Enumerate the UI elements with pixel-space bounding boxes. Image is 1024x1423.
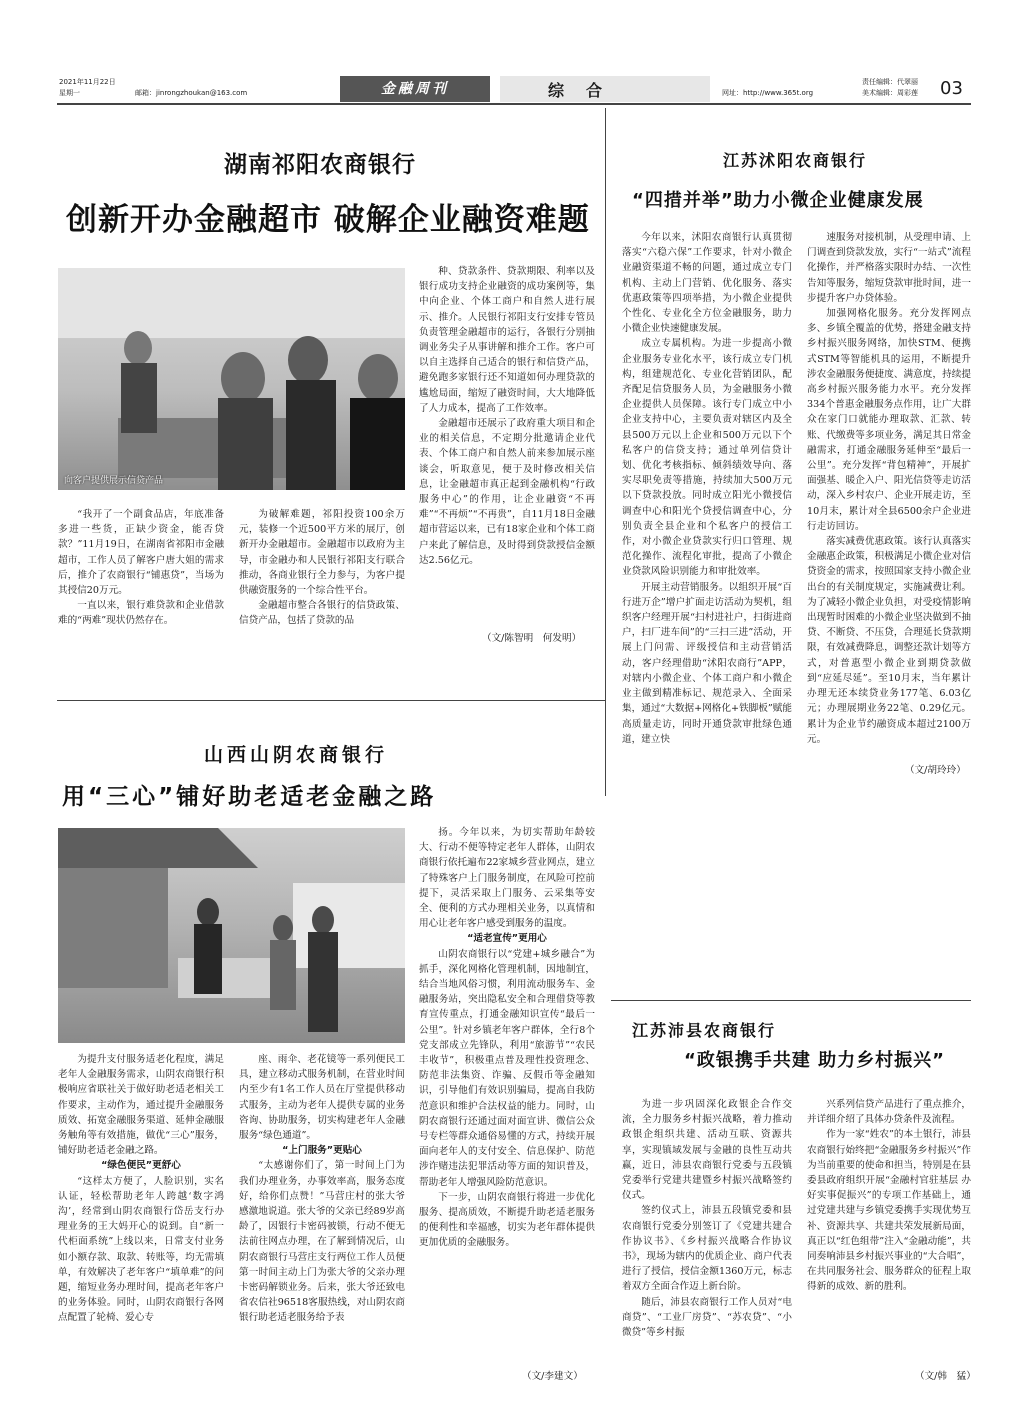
article1-photo (58, 268, 405, 490)
paragraph: 加强网格化服务。充分发挥网点多、乡镇全覆盖的优势，搭建金融支持乡村振兴服务网络，加快STM、便携式STM等智能机具的运用，不断提升涉农金融服务便捷度、满意度，持续提高乡村振兴服务能力水平。充分发挥334个普惠金融服务点作用，让广大群众在家门口就能办理取款、汇款、转账、代缴费等多项业务，满足其日常金融需求，打通金融服务延伸至“最后一公里”。充分发挥“背包精神”，开展扩面强基、暖企入户、阳光信贷等走访活动，深入乡村农户、企业开展走访，至10月末，累计对全县6500余户企业进行走访回访。 (807, 308, 971, 532)
section-divider-left (57, 700, 605, 701)
header-rule (57, 103, 971, 105)
paragraph: 座、雨伞、老花镜等一系列便民工具，建立移动式服务机制，在营业时间内至少有1名工作人员在厅堂提供移动式服务，主动为老年人提供专属的业务咨询、协助服务，切实构建老年人金融服务“绿色通道”。 (239, 1054, 405, 1142)
paragraph: 今年以来，沭阳农商银行认真贯彻落实“六稳六保”工作要求，针对小微企业融资渠道不畅的问题，通过成立专门机构、主动上门营销、优化服务、落实优惠政策等四项举措，为小微企业提供个性化、专业化全方位金融服务，助力小微企业快速健康发展。 (622, 232, 792, 335)
article4-org: 江苏沛县农商银行 (632, 1021, 777, 1040)
outdoor-service-booth-image (58, 828, 405, 1043)
paragraph: “我开了一个副食品店，年底准备多进一些货，正缺少资金，能否贷款？”11月19日，在湖南省祁阳市金融超市，工作人员了解客户唐大姐的需求后，推介了农商银行“铺惠贷”，当场为其授信20万元。 (58, 509, 224, 597)
article2-headline: “四措并举”助力小微企业健康发展 (632, 190, 924, 211)
article4-headline: “政银携手共建 助力乡村振兴” (684, 1050, 945, 1071)
paragraph: 落实减费优惠政策。该行认真落实金融惠企政策，积极满足小微企业对信贷资金的需求，按照国家支持小微企业出台的有关制度规定，实施减费让利。为了减轻小微企业负担，对受疫情影响出现暂时困难的小微企业坚决做到不抽贷、不断贷、不压贷，合理延长贷款期限，有效减费降息，调整还款计划等方式，对普惠型小微企业到期贷款做到“应延尽延”。至10月末，当年累计办理无还本续贷业务177笔、6.03亿元；办理展期业务22笔、0.29亿元。累计为企业节约融资成本超过2100万元。 (807, 536, 971, 745)
article2-col1 (622, 230, 792, 775)
paragraph: 速服务对接机制，从受理申请、上门调查到贷款发放，实行“一站式”流程化操作，并严格落实限时办结、一次性告知等服务，缩短贷款审批时间，进一步提升客户办贷体验。 (807, 232, 971, 304)
paper-name-banner (340, 76, 490, 102)
paragraph: 下一步，山阴农商银行将进一步优化服务、提高质效，不断提升助老适老服务的便利性和幸福感，切实为老年群体提供更加优质的金融服务。 (419, 1191, 595, 1249)
contact-email: 邮箱：jinrongzhoukan@163.com (135, 89, 248, 97)
subheading: “绿色便民”更舒心 (101, 1160, 181, 1172)
article2-byline: （文/胡玲玲） (905, 765, 966, 776)
article3-col3 (419, 825, 595, 1370)
subheading: “上门服务”更贴心 (282, 1145, 362, 1157)
subheading: “适老宣传”更用心 (467, 933, 547, 945)
paragraph: 随后，沛县农商银行工作人员对“电商贷”、“工业厂房贷”、“苏农贷”、“小微贷”等乡村振 (622, 1296, 792, 1339)
section-divider-right (611, 1000, 971, 1001)
article4-byline: （文/韩 猛） (915, 1371, 976, 1382)
article2-col2 (807, 230, 971, 762)
paragraph: 金融超市整合各银行的信贷政策、信贷产品，包括了贷款的品 (239, 600, 405, 627)
paragraph: 为进一步巩固深化政银企合作交流，全力服务乡村振兴战略，着力推动政银企组织共建、活动互联、资源共享，实现镇域发展与金融的良性互动共赢，近日，沛县农商银行党委与五段镇党委举行党建共建暨乡村振兴战略签约仪式。 (622, 1099, 792, 1202)
article3-col2 (239, 1052, 405, 1382)
paragraph: 种、贷款条件、贷款期限、利率以及银行成功支持企业融资的成功案例等，集中向企业、个体工商户和自然人进行展示、推介。人民银行祁阳支行安排专管员负责管理金融超市的运行，各银行分别抽调业务尖子从事讲解和推介工作。客户可以自主选择自己适合的银行和信贷产品，避免跑多家银行还不知道如何办理贷款的尴尬局面，缩短了融资时间，大大地降低了人力成本，提高了工作效率。 (419, 266, 595, 414)
paragraph: 扬。今年以来，为切实帮助年龄较大、行动不便等特定老年人群体，山阴农商银行依托遍布22家城乡营业网点，建立了特殊客户上门服务制度，在风险可控前提下，灵活采取上门服务、云采集等安全、便利的方式办理相关业务，以真情和用心让老年客户感受到服务的温度。 (419, 827, 595, 930)
article1-byline: （文/陈智明 何发明） (482, 633, 582, 644)
article3-photo (58, 828, 405, 1043)
article1-col2 (239, 507, 405, 652)
art-editor: 美术编辑：周彩莲 (862, 89, 918, 97)
article2-org: 江苏沭阳农商银行 (723, 151, 868, 170)
paragraph: “这样太方便了，人脸识别，实名认证，轻松帮助老年人跨越‘数字鸿沟’，经常到山阴农商银行岱岳支行办理业务的王大妈开心的说到。自“新一代柜面系统”上线以来，日常支付业务如小额存款、取款、转账等，均无需填单，有效解决了老年客户“填单难”的问题，缩短业务办理时间，提高老年客户的业务体验。同时，山阴农商银行各网点配置了轮椅、爱心专 (58, 1175, 224, 1324)
paragraph: 金融超市还展示了政府重大项目和企业的相关信息，不定期分批邀请企业代表、个体工商户和自然人前来参加展示座谈会，听取意见，便于及时修改相关信息，让金融超市真正起到金融机构“行政服务中心”的作用，让企业融资“不再难”“不再烦”“不再贵”，自11月18日金融超市营运以来，已有18家企业和个体工商户来此了解信息，及时得到贷款授信金额达2.56亿元。 (419, 418, 595, 566)
article1-headline: 创新开办金融超市 破解企业融资难题 (66, 202, 590, 238)
article4-col1 (622, 1097, 792, 1390)
article3-byline: （文/李建文） (522, 1371, 583, 1382)
article1-col1 (58, 507, 224, 652)
paragraph: 山阴农商银行以“党建+城乡融合”为抓手，深化网格化管理机制，因地制宜，结合当地风俗习惯，利用流动服务车、金融服务站，突出隐私安全和合理借贷等教育宣传重点，打通金融知识宣传“最后一公里”。针对乡镇老年客户群体，全行8个党支部成立先锋队，利用“旅游节”“农民丰收节”，积极重点普及理性投资理念、防范非法集资、诈骗、反假币等金融知识，引导他们有效识别骗局，提高自我防范意识和维护合法权益的能力。同时，山阴农商银行还通过面对面宣讲、微信公众号专栏等群众通俗易懂的方式，持续开展面向老年人的支付安全、信息保护、防范涉诈赌违法犯罪活动等方面的知识普及，帮助老年人增强风险防范意识。 (419, 948, 595, 1188)
paper-name: 金融周刊 (381, 81, 449, 97)
paragraph: 为破解难题，祁阳投资100余万元，装修一个近500平方米的展厅，创新开办金融超市。金融超市以政府为主导，市金融办和人民银行祁阳支行联合推动，各商业银行全力参与，为客户提供融资服务的一个综合性平台。 (239, 509, 405, 597)
editor: 责任编辑：代翠丽 (862, 78, 918, 86)
paragraph: 成立专属机构。为进一步提高小微企业服务专业化水平，该行成立专门机构，组建规范化、专业化营销团队，配齐配足信贷服务人员，为金融服务小微企业提供人员保障。该行专门成立中小企业支持中心，主要负责对辖区内及全县500万元以上企业和500万元以下个私客户的信贷支持；通过单列信贷计划、优化考核指标、倾斜绩效导向、落实尽职免责等措施，持续加大500万元以下贷款投放。同时成立阳光小微授信调查中心和阳光个贷授信调查中心，分别负责全县企业和个私客户的授信工作，对小微企业贷款实行归口管理、规范化操作、流程化审批，提高了小微企业贷款风险识别能力和审批效率。 (622, 338, 792, 578)
article1-org: 湖南祁阳农商银行 (224, 152, 416, 178)
bank-staff-at-touchscreen-image (58, 268, 405, 490)
article3-headline: 用“三心”铺好助老适老金融之路 (62, 784, 437, 810)
article4-col2 (807, 1097, 971, 1365)
issue-weekday: 星期一 (59, 89, 80, 97)
page-number: 03 (940, 78, 963, 99)
paragraph: 开展主动营销服务。以组织开展“百行进万企”增户扩面走访活动为契机，组织客户经理开展“扫村进社户，扫街进商户，扫厂进车间”的“三扫三进”活动，开展上门问需、评级授信和主动营销活动，客户经理借助“沭阳农商行”APP，对辖内小微企业、个体工商户和小微企业主做到精准标记、规范录入、全面采集，通过“大数据+网格化+铁脚板”赋能高质量走访，同时开通贷款审批绿色通道，建立快 (622, 581, 792, 745)
column-divider (605, 108, 606, 796)
paragraph: 兴系列信贷产品进行了重点推介，并详细介绍了具体办贷条件及流程。 (807, 1099, 971, 1126)
article1-col3 (419, 264, 595, 626)
paragraph: 作为一家“姓农”的本土银行，沛县农商银行始终把“金融服务乡村振兴”作为当前重要的使命和担当，特别是在县委县政府组织开展“金融村官驻基层 办好实事促振兴”的专项工作基础上，通过党建共建与乡镇党委携手实现优势互补、资源共享、共建共荣发展新局面，真正以“红色组带”注入“金融动能”，共同奏响沛县乡村振兴事业的“大合唱”，在共同服务社会、服务群众的征程上取得新的成效、新的胜利。 (807, 1129, 971, 1293)
article3-org: 山西山阴农商银行 (204, 744, 389, 766)
article1-photo-caption: 向客户提供展示信贷产品 (64, 476, 164, 486)
paragraph: “太感谢你们了，第一时间上门为我们办理业务，办事效率高，服务态度好，给你们点赞！”马营庄村的张大爷感激地说道。张大爷的父亲已经89岁高龄了，因银行卡密码被锁，行动不便无法前往网点办理，在了解到情况后，山阴农商银行马营庄支行两位工作人员便第一时间主动上门为张大爷的父亲办理卡密码解锁业务。后来，张大爷还致电省农信社96518客服热线，对山阴农商银行助老适老服务给予表 (239, 1160, 405, 1324)
paragraph: 签约仪式上，沛县五段镇党委和县农商银行党委分别签订了《党建共建合作协议书》、《乡村振兴战略合作协议书》，现场为辖内的优质企业、商户代表进行了授信，授信金额1360万元，标志着双方全面合作迈上新台阶。 (622, 1205, 792, 1293)
issue-date: 2021年11月22日 (59, 78, 116, 86)
website: 网址：http://www.365t.org (722, 89, 814, 97)
paragraph: 为提升支付服务适老化程度，满足老年人金融服务需求，山阴农商银行积极响应省联社关于做好助老适老相关工作要求，主动作为，通过提升金融服务质效、拓宽金融服务渠道、延伸金融服务触角等有效措施，做优“三心”服务，铺好助老适老金融之路。 (58, 1054, 224, 1157)
paragraph: 一直以来，银行难贷款和企业借款难的“两难”现状仍然存在。 (58, 600, 224, 627)
article3-col1 (58, 1052, 224, 1382)
section-name: 综合 (548, 81, 625, 100)
